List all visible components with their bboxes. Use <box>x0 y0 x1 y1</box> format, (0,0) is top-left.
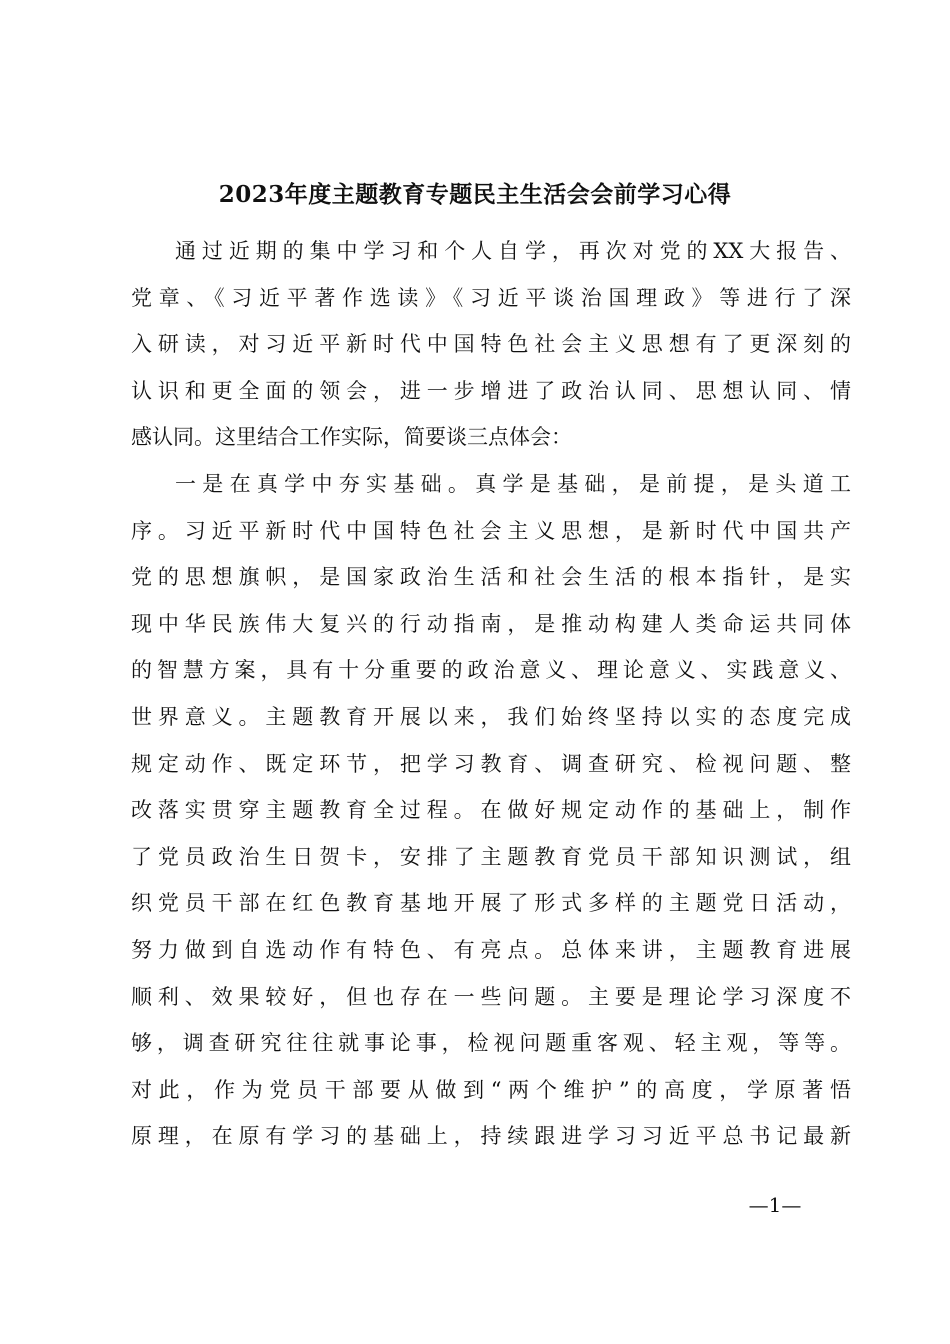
text-line: 了党员政治生日贺卡，安排了主题教育党员干部知识测试，组 <box>131 844 851 869</box>
text-line: 世界意义。主题教育开展以来，我们始终坚持以实的态度完成 <box>131 704 851 729</box>
document-title: 2023年度主题教育专题民主生活会会前学习心得 <box>218 181 732 208</box>
text-line: 序。习近平新时代中国特色社会主义思想，是新时代中国共产 <box>131 518 851 543</box>
text-line: 党章、《习近平著作选读》《习近平谈治国理政》等进行了深 <box>131 285 851 310</box>
document-body <box>131 228 851 1160</box>
text-line: 原理，在原有学习的基础上，持续跟进学习习近平总书记最新 <box>131 1124 851 1149</box>
text-line: 顺利、效果较好，但也存在一些问题。主要是理论学习深度不 <box>131 984 851 1009</box>
paragraph-1 <box>131 228 851 461</box>
text-line: 对此，作为党员干部要从做到“两个维护”的高度，学原著悟 <box>131 1077 851 1102</box>
text-line: 认识和更全面的领会，进一步增进了政治认同、思想认同、情 <box>131 378 851 403</box>
text-line: 改落实贯穿主题教育全过程。在做好规定动作的基础上，制作 <box>131 798 851 823</box>
text-line: 的智慧方案，具有十分重要的政治意义、理论意义、实践意义、 <box>131 658 851 683</box>
paragraph-2 <box>131 461 851 1160</box>
text-line: 够，调查研究往往就事论事，检视问题重客观、轻主观，等等。 <box>131 1031 851 1056</box>
text-line: 现中华民族伟大复兴的行动指南，是推动构建人类命运共同体 <box>131 611 851 636</box>
text-line: 通过近期的集中学习和个人自学，再次对党的XX大报告、 <box>175 239 851 263</box>
text-line: 感认同。这里结合工作实际，简要谈三点体会： <box>131 425 572 450</box>
text-line: 一是在真学中夯实基础。真学是基础，是前提，是头道工 <box>175 471 851 496</box>
text-line: 努力做到自选动作有特色、有亮点。总体来讲，主题教育进展 <box>131 937 851 962</box>
text-line: 党的思想旗帜，是国家政治生活和社会生活的根本指针，是实 <box>131 565 851 590</box>
page-number: —1— <box>748 1193 802 1217</box>
text-line: 规定动作、既定环节，把学习教育、调查研究、检视问题、整 <box>131 751 851 776</box>
text-line: 入研读，对习近平新时代中国特色社会主义思想有了更深刻的 <box>131 332 851 357</box>
text-line: 织党员干部在红色教育基地开展了形式多样的主题党日活动， <box>131 891 851 916</box>
